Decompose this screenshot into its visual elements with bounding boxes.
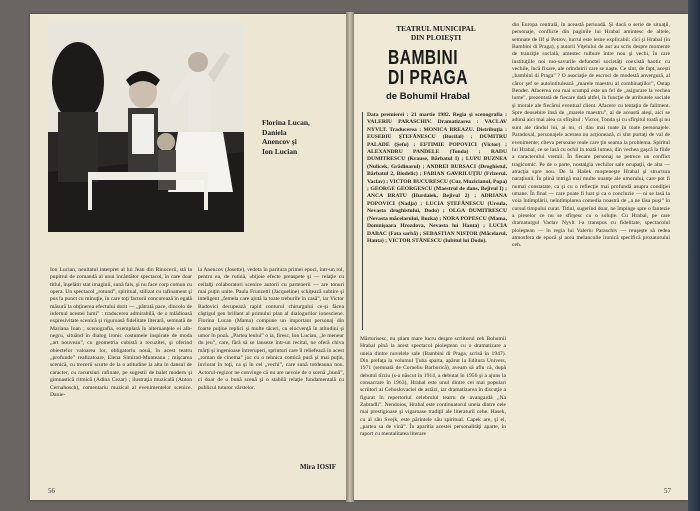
article-text: la Anencov (Josette), vedeta în paritura primei epoci, într-un rol, pentru ea, de rutină, «bijoie efecte preaspete şi — relaţie cu ceilalţi colaboratori scenice autorii cu partenerii — are tonuri mai puţin unite. Paula Frunzetti (Jacqueline) schiţează subtire şi inteligent „femela care ajută la toate treburile în casă”, iar Victor Radovici decupează rapid conturul chirurgului ce-şi făcea câştigul gen brillant al primului plan al dialogurilor ionesciene. Florina Lucan (Mama) compune un important personaj din foarte puţine replici şi multe tăceri, cu elocvenţă în atitudini şi umor în poză. „Partea leului” o ia, firesc, Ion Lucian, „le meneur du jeu”, care, fără să se lanseze într-un recital, ne oferă chiva mărţi şi ingenioase întreruperi, sprinturi care îl reliefează în acest „roman de cinema” joc cu o tehnica comică pură şi mai puţin, înviorat în toţi, ca şi în cel „vechi”, care sună totdeauna nou. Actorul-regizor ne convinge că nu are nevoie de o scenă „bună”, ci doar de o bună scenă şi o stabilă relaţie fundamentală cu publicul tuturor vârstelor. xyxy=(198,267,344,391)
credit-label: Data premierei : xyxy=(367,112,412,118)
theatre-name: TEATRUL MUNICIPAL xyxy=(396,24,476,33)
caption-line: Florina Lucan, xyxy=(262,118,310,127)
article-text: Mărturisesc, nu ştiam mare lucru despre scriitorul ceh Bohumil Hrabal pînă la acest spectacol ploieştean cu o dramatizare a uneia dintre nuvelele sale (Bambini di Praga, scrisă în 1947). Din prefaţa la volumul Ţuba sparta, apărut la Editura Univers, 1971 (semnată de Corneliu Barborică), aveam să aflu că, după debutul tîrziu (s-a născut în 1914, a debutat în 1956 şi a ajuns la consacrare în 1963), Hrabal este unul dintre cei mai populari scriitori ai Cehoslovaciei de astăzi, iar dramatizarea în discuţie a figurat în repertoriul celebrului teatru de avangardă „Na Zabradli”. Nendoios, Hrabal este continuatorul uneia dintre cele mai prestigioase şi vigaroase tradiţii ale literaturii cehe. Hasek, cu al său Svejk, este părintele său spiritual. Capek are, şi el, „partea sa de vină”. În aparitia acestei personalităţi aparte, în raport cu mentalitatea literare xyxy=(360,336,506,438)
caption-line: Daniela xyxy=(262,127,287,137)
stage-scene-image xyxy=(48,22,244,232)
credits-block xyxy=(362,112,507,330)
article-text: Ion Lucian, neuitatul interpret al lui Jean din Rinocerii, stă la pupitrul de comandă al unui încântător spectacol, în care doar titlul, înşelătir stat imaginii, sună fals, şi nu face corp comun cu opera. Un spectacol „rotund”, spiritual, stilizat cu rafinament şi pus la punct cu minuţie, în care toţi factorii concurează în egală măsură la obţinerea efectului dorit — „pătrată pace, dincolo de infernul acestei lumi” : traducerea admirabilă, de o mlădioasă expresivitate scenică şi riguroasă fidelitate literară, semnată de Mariana Ioan ; scenografia, exemplară în alternanţele ei alb-negru, situând în dialog ironic costumele inspirate de moda „art nouveau”, cu geometria cubistă a recuzitei, şi oferind obiectelor valoarea lor, obligatoriu nouă, în acest teatru „profunde” realizatoare, Elena Simirad-Munteanu ; mişcarea scenică, cu trecerii scurte de la o atitudine la alta în dansul de caracter, cu racursiuri rafinate, pe sugestii de balet modern şi gimnastică ritmică (Adina Cezar) ; ilustraţia muzicală (Anton Cernahosch), comentariu muzical al evenimentelor scenice. Danie- xyxy=(50,267,192,398)
left-column-1 xyxy=(50,267,192,443)
left-column-2 xyxy=(198,267,344,457)
caption-line: Anencov şi xyxy=(262,137,297,146)
caption-line: Ion Lucian xyxy=(262,146,298,156)
credit-value: 21 martie 1982. xyxy=(411,112,453,118)
performance-photo xyxy=(48,22,244,232)
page-number-left: 56 xyxy=(48,487,55,495)
play-title-line: DI PRAGA xyxy=(388,67,469,89)
article-text: din Europa centrală, în această perioadă. Şi dacă o serie de situaţii, personaje, conflicte din paginile lui Hrabal amintesc de altele, semnate de Ilf şi Petrov, lucrul este lesne explicabil: cîci şi Hrabal (în Bambini di Praga), ş autorii Viţelului de aur au scris despre momente de tranziţie socială, amestec tulbure între nou şi vechi, în care instituţiile noi mo-savurile defunctei societăţi coexistă haotic cu vechile, încă fixare, ale orînduirii care se naşte. Ce sînt, de fapt, acești „bambini di Praga” ? O asociaţie de escroci de modestă anvergură, al căror şef se autointitulează „marele maestru al combinaţiilor”, Ostap Bender. Afacerea cea mai scumpă este un fel de „asigurare la vechea lume”, prezentată de fiecare dată altfel, în funcţie de atributele sociale şi morale ale fiecărui eventual client. Afacere cu tentaţia de faliment. Spre deosebire însă de „marele maestru”, ai de această aleşi, aici se adună aici mai alea ca sfîrşitul : Victor, Tonda şi cu sfîrşitul toată şi nu sunt ale rândul lui, ai nu, ci dau mai toate în toate personajele. Paradoxal, personajele acestea nu acţionează, ci sînt purtaţi de val de evenimente; cîteva persoane reale care ţin seama la problema. Spiritul lui Hrabal, ce se lasă cu ochii în toată lumea, din vechea gaşcă la filde a caracterului vremii. În fiecare personaj se petrece un conflict tragicomic. Pe de o parte, nostalgia vechilor sale ocupaţii, de alta — atracţia spre nou. De la Hašek moşteneşte Hrabal şi structura naraţiunii. În plină intrigă mai multe nuanţe ale umorului, care pot fi numai constatate, ca şi cu o reflecţie mai profundă asupra condiţiei umane. În final — care poate fi luat şi ca o concluzie — ni se lasă la voia întîmplării, neîntîmplarea comedia noastră de „a ne lăsa puşi” în cursul timpului curat. Titlul, sugerînd doar, ne împinge spre o fantezie a pieselor ce nu se sfîrşesc cu o soluţie. Cu Hrabal, pe care dramaturgul Vaclav Nyvlt l-a transpus cu fidelitate, spectacolul ploieştean — în regia lui Valeriu Paraschiv — reuşeşte să redea atmosfera de epocă şi acea melancolie ironică specifică prozatorului ceh. xyxy=(512,22,670,249)
right-column-1 xyxy=(360,336,506,486)
play-author: de Bohumil Hrabal xyxy=(386,91,470,102)
theatre-header xyxy=(372,24,500,42)
book-gutter xyxy=(346,12,354,502)
book-spine xyxy=(688,0,700,511)
credit-value: VALERIU PARASCHIV. Dramatizarea : VACLAV NYVLT. Traducerea : MONICA BREAZU. xyxy=(367,119,507,133)
theatre-city: DIN PLOIEŞTI xyxy=(410,33,462,42)
credit-value: EUSEBIU ŞTEFĂNESCU (Bucifal) ; DUMITRU PALADE (Şefu) ; EFTIMIE POPOVICI (Victor) ; ALEXANDRU PANDELE (Tonda) ; RADU DUMITRESCU (Krause, Bărbatul I) ; LUPU BUZNEA (Nulicek, Grădinarul) ; ANDREI BURSACI (Droghistul, Bărbatul 2, Biodelic) ; FABIAN GAVRILUŢIU (Frizerul, Vaclav) ; VICTOR BUCURESCU (Cur, Muzicianul, Popa) ; GEORGE GEORGESCU (Maestrul de dans, Bejivul I) ; ANCA BRATU (Hurdalek, Bejivul 2) ; ADRIANA POPOVICI (Nadja) ; LUCIA ŞTEFĂNESCU (Ursula, Nevasta droghistului, Dodo) ; OLGA DUMITRESCU (Nevasta măcelarului, Bozka) ; NORA POPESCU (Mama, Domnişoara Hrozdova, Nevasta lui Hanta) ; LUCIA DABAC (Fata sarbă) ; SEBASTIAN NISTOR (Măcelarul, Hanta) ; VICTOR STĂNESCU (Iubitul lui Dodo). xyxy=(367,134,507,244)
credit-label: Regia şi scenografia : xyxy=(452,112,507,118)
author-signature: Mira IOSIF xyxy=(300,463,336,471)
play-title xyxy=(388,48,468,88)
photo-caption xyxy=(262,118,342,156)
page-number-right: 57 xyxy=(664,487,671,495)
play-title-line: BAMBINI xyxy=(388,47,459,69)
credit-label: Distribuţia : xyxy=(476,126,507,133)
right-column-2 xyxy=(512,22,670,484)
